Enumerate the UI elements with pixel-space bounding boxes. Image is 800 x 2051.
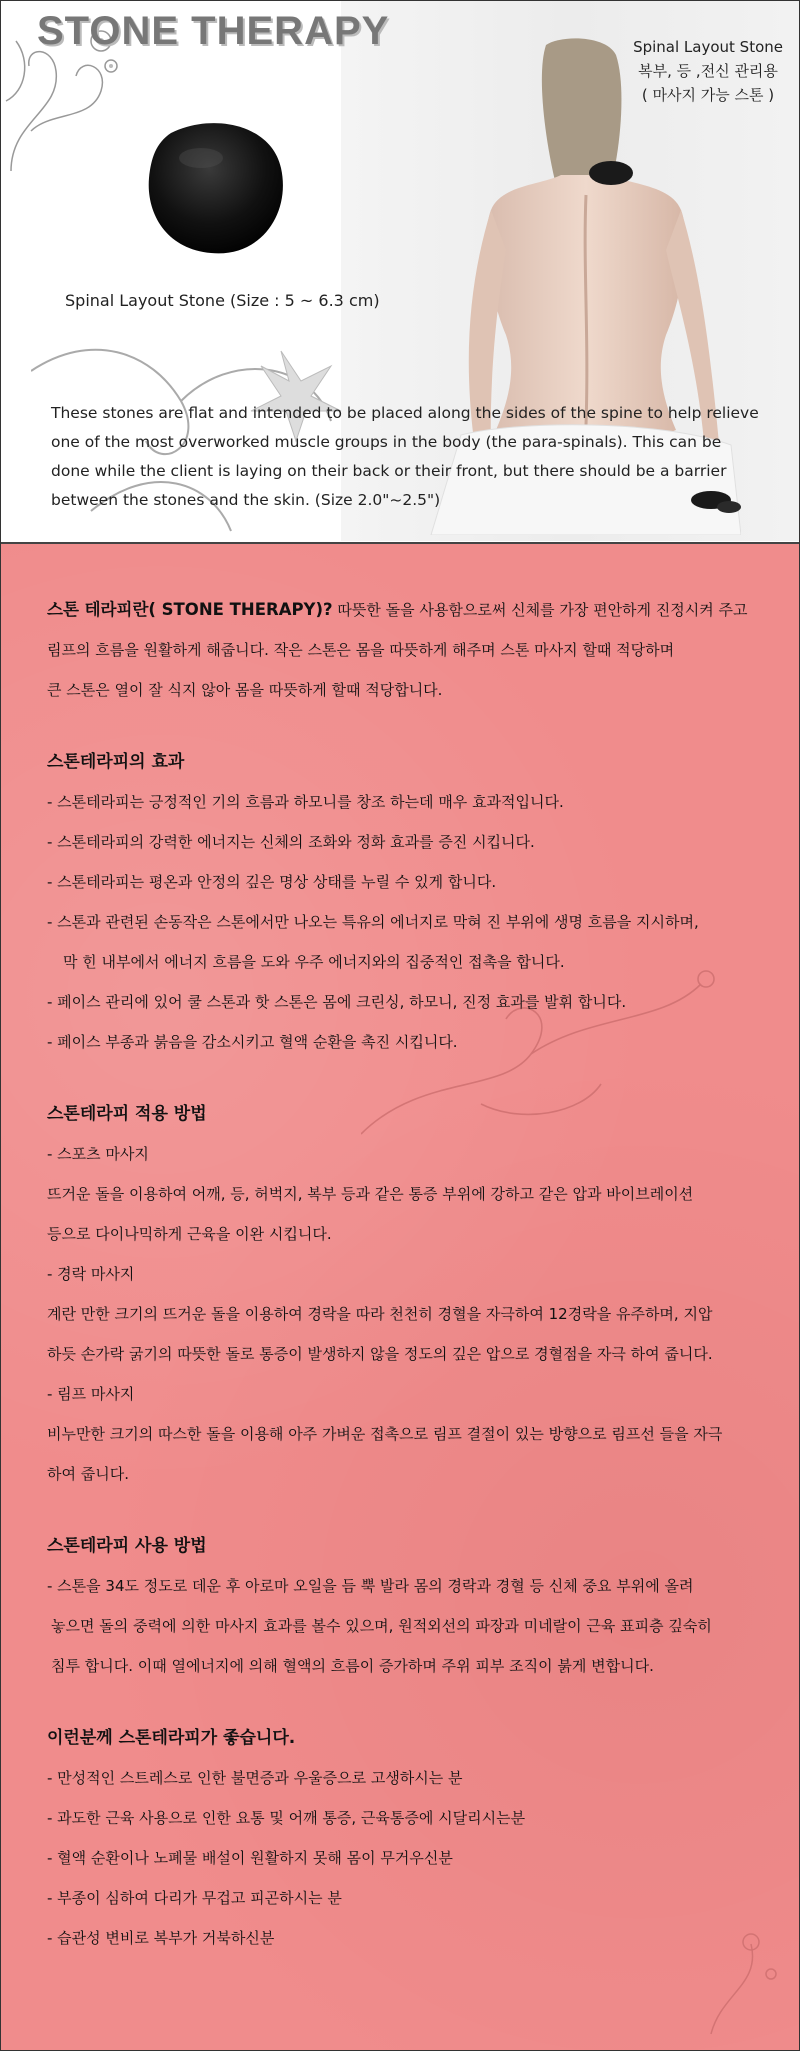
description-line: done while the client is laying on their back or their front, but there should be a barrier	[51, 462, 727, 480]
effects-item: - 스톤테라피는 평온과 안정의 깊은 명상 상태를 누릴 수 있게 합니다.	[47, 873, 497, 891]
application-line: 뜨거운 돌을 이용하여 어깨, 등, 허벅지, 복부 등과 같은 통증 부위에 강하고 같은 압과 바이브레이션	[47, 1185, 694, 1203]
description-line: between the stones and the skin. (Size 2.0"~2.5")	[51, 491, 441, 509]
effects-item: - 스톤과 관련된 손동작은 스톤에서만 나오는 특유의 에너지로 막혀 진 부위에 생명 흐름을 지시하며,	[47, 913, 699, 931]
intro-line-2: 림프의 흐름을 원활하게 해줍니다. 작은 스톤은 몸을 따뜻하게 해주며 스톤 마사지 할때 적당하며	[47, 641, 675, 659]
stone-image	[141, 113, 291, 267]
application-line: - 림프 마사지	[47, 1385, 135, 1403]
effects-item: - 페이스 부종과 붉음을 감소시키고 혈액 순환을 촉진 시킵니다.	[47, 1033, 458, 1051]
usage-line: 놓으면 돌의 중력에 의한 마사지 효과를 볼수 있으며, 원적외선의 파장과 미네랄이 근육 표피층 깊숙히	[51, 1617, 712, 1635]
effects-item: - 페이스 관리에 있어 쿨 스톤과 핫 스톤은 몸에 크린싱, 하모니, 진정 효과를 발휘 합니다.	[47, 993, 627, 1011]
recommended-item: - 부종이 심하여 다리가 무겁고 피곤하시는 분	[47, 1889, 342, 1907]
recommended-item: - 습관성 변비로 복부가 거북하신분	[47, 1929, 275, 1947]
effects-item: - 스톤테라피의 강력한 에너지는 신체의 조화와 정화 효과를 증진 시킵니다.	[47, 833, 535, 851]
usage-line: 침투 합니다. 이때 열에너지에 의해 혈액의 흐름이 증가하며 주위 피부 조직이 붉게 변합니다.	[51, 1657, 654, 1675]
effects-item: - 스톤테라피는 긍정적인 기의 흐름과 하모니를 창조 하는데 매우 효과적입니다.	[47, 793, 564, 811]
right-caption	[633, 35, 783, 107]
effects-item: 막 힌 내부에서 에너지 흐름을 도와 우주 에너지와의 집중적인 접촉을 합니다.	[63, 953, 565, 971]
intro-title: 스톤 테라피란( STONE THERAPY)?	[47, 600, 333, 619]
recommended-item: - 과도한 근육 사용으로 인한 요통 및 어깨 통증, 근육통증에 시달리시는분	[47, 1809, 526, 1827]
application-line: 등으로 다이나믹하게 근육을 이완 시킵니다.	[47, 1225, 332, 1243]
recommended-item: - 만성적인 스트레스로 인한 불면증과 우울증으로 고생하시는 분	[47, 1769, 463, 1787]
description-line: These stones are flat and intended to be placed along the sides of the spine to help relieve	[51, 404, 759, 422]
application-line: 하듯 손가락 굵기의 따뜻한 돌로 통증이 발생하지 않을 정도의 깊은 압으로 경혈점을 자극 하여 줍니다.	[47, 1345, 713, 1363]
recommended-heading: 이런분께 스톤테라피가 좋습니다.	[47, 1728, 296, 1748]
usage-heading: 스톤테라피 사용 방법	[47, 1536, 207, 1556]
application-heading: 스톤테라피 적용 방법	[47, 1104, 207, 1124]
application-line: 하여 줍니다.	[47, 1465, 129, 1483]
application-line: - 경락 마사지	[47, 1265, 135, 1283]
intro-text: 따뜻한 돌을 사용함으로써 신체를 가장 편안하게 진정시켜 주고	[332, 601, 748, 619]
application-line: 비누만한 크기의 따스한 돌을 이용해 아주 가벼운 접촉으로 림프 결절이 있는 방향으로 림프선 들을 자극	[47, 1425, 723, 1443]
hero-section	[1, 1, 799, 541]
intro-line-1	[47, 590, 767, 630]
black-stone-icon	[141, 113, 291, 263]
stone-caption: Spinal Layout Stone (Size : 5 ~ 6.3 cm)	[65, 291, 380, 310]
right-caption-line: Spinal Layout Stone	[633, 38, 783, 56]
stone-description	[51, 399, 771, 515]
right-caption-line: ( 마사지 가능 스톤 )	[641, 86, 775, 104]
effects-heading: 스톤테라피의 효과	[47, 752, 185, 772]
description-line: one of the most overworked muscle groups in the body (the para-spinals). This can be	[51, 433, 722, 451]
content	[47, 590, 767, 1958]
right-caption-line: 복부, 등 ,전신 관리용	[638, 62, 778, 80]
info-section	[1, 542, 799, 2051]
recommended-item: - 혈액 순환이나 노폐물 배설이 원활하지 못해 몸이 무거우신분	[47, 1849, 453, 1867]
application-line: - 스포츠 마사지	[47, 1145, 149, 1163]
page-title: STONE THERAPY	[37, 9, 390, 53]
intro-line-3: 큰 스톤은 열이 잘 식지 않아 몸을 따뜻하게 할때 적당합니다.	[47, 681, 443, 699]
usage-line: - 스톤을 34도 정도로 데운 후 아로마 오일을 듬 뿍 발라 몸의 경락과 경혈 등 신체 중요 부위에 올려	[47, 1577, 694, 1595]
application-line: 계란 만한 크기의 뜨거운 돌을 이용하여 경락을 따라 천천히 경혈을 자극하여 12경락을 유주하며, 지압	[47, 1305, 713, 1323]
